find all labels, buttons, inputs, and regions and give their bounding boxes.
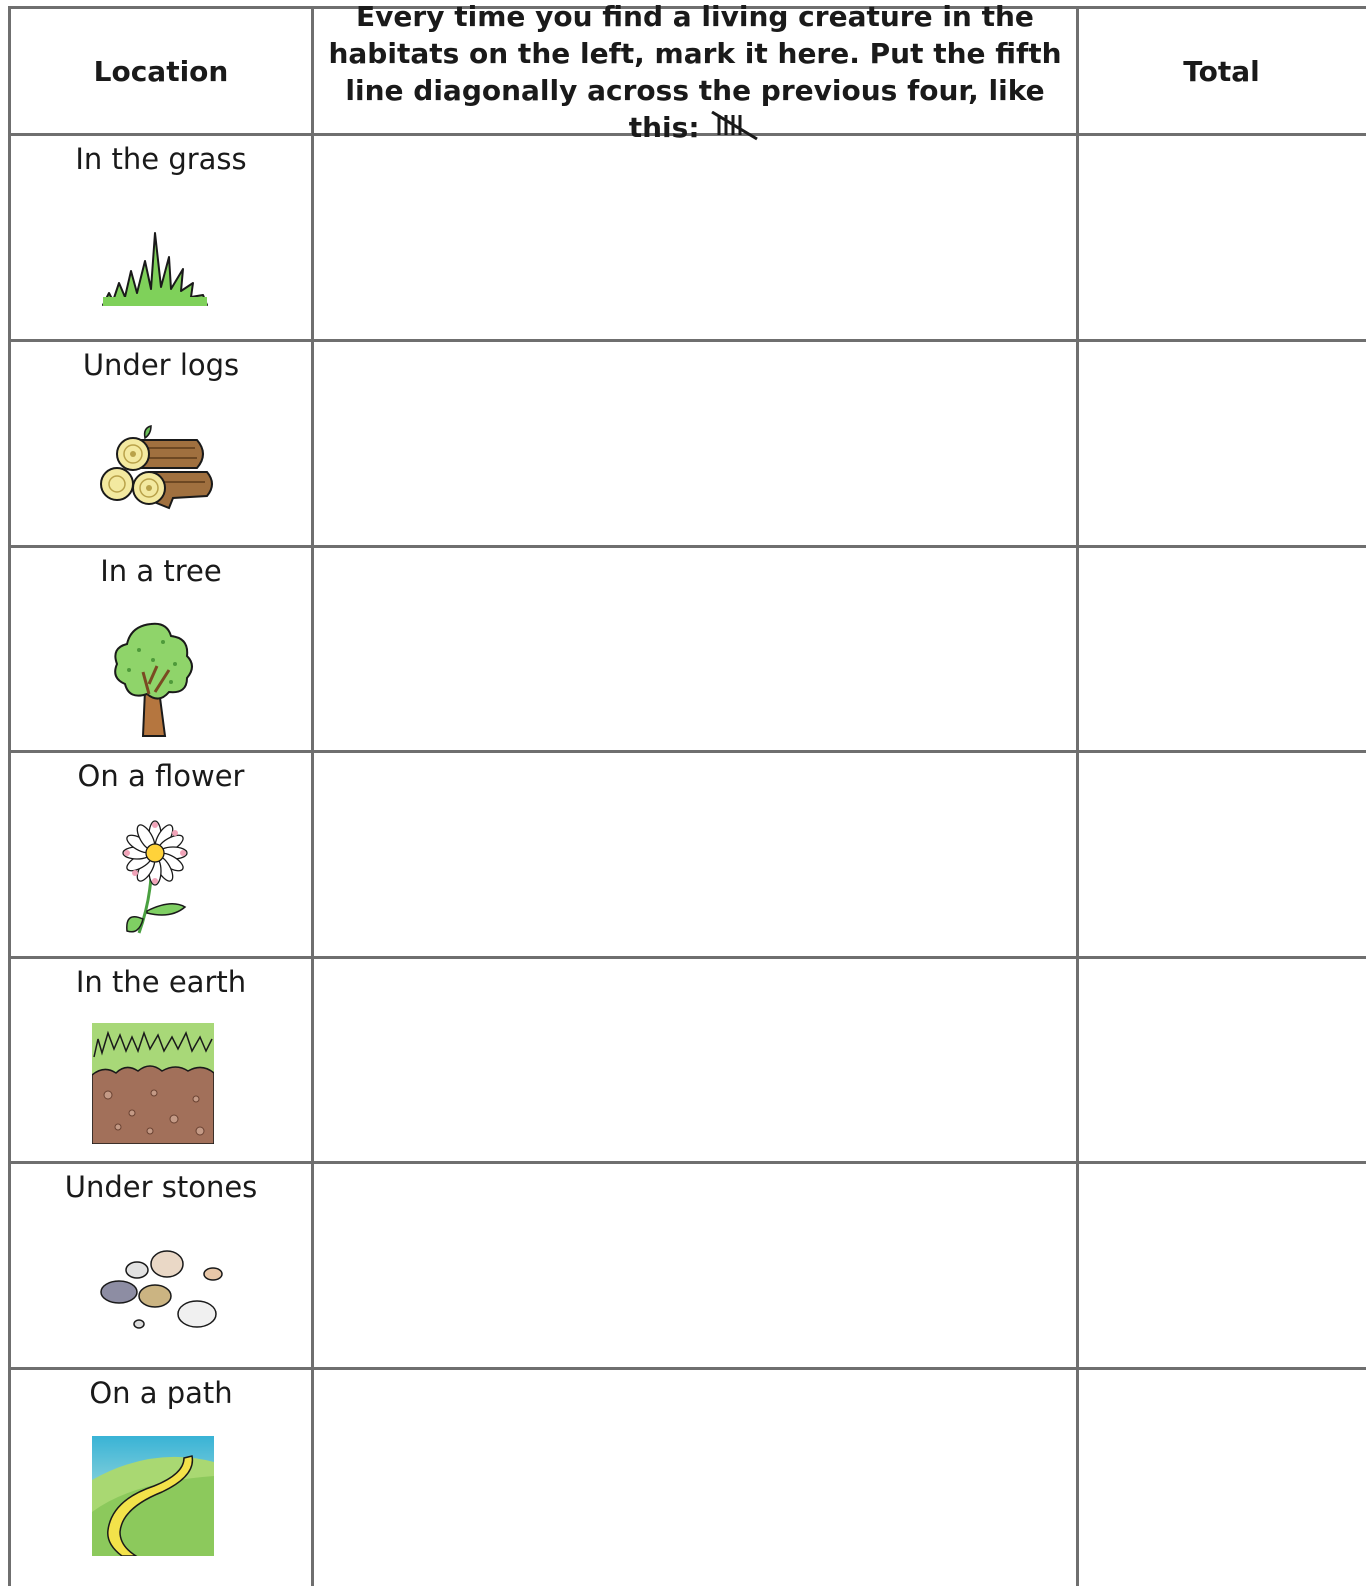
total-cell-grass[interactable] [1079,136,1366,339]
tree-icon [109,620,195,744]
total-cell-flower[interactable] [1079,753,1366,956]
logs-icon [93,424,215,518]
location-cell-stones [11,1164,311,1367]
location-cell-path [11,1370,311,1586]
tally-example-icon [709,111,761,139]
header-total [1079,9,1364,134]
total-cell-earth[interactable] [1079,959,1366,1161]
header-instruction [314,0,1076,144]
flower-icon [105,815,205,943]
total-cell-stones[interactable] [1079,1164,1366,1367]
total-cell-path[interactable] [1079,1370,1366,1586]
tally-cell-path[interactable] [314,1370,1076,1586]
earth-icon [92,1023,214,1148]
total-cell-logs[interactable] [1079,342,1366,545]
location-cell-grass [11,136,311,339]
location-cell-flower [11,753,311,956]
location-label: In the grass [75,142,247,176]
header-instruction-text: Every time you find a living creature in the habitats on the left, mark it here. Put the fifth line diagonally across the previous four, like this: [328,0,1062,144]
tally-cell-grass[interactable] [314,136,1076,339]
tally-cell-earth[interactable] [314,959,1076,1161]
tally-cell-stones[interactable] [314,1164,1076,1367]
location-label: Under stones [64,1170,258,1204]
tally-cell-tree[interactable] [314,548,1076,750]
stones-icon [95,1248,225,1338]
location-label: In a tree [100,554,222,588]
location-label: In the earth [75,965,247,999]
tally-cell-logs[interactable] [314,342,1076,545]
tally-cell-flower[interactable] [314,753,1076,956]
path-icon [92,1436,214,1560]
location-cell-earth [11,959,311,1161]
header-total-text: Total [1183,55,1260,88]
grass-icon [99,231,211,313]
header-location [11,9,311,134]
location-label: Under logs [82,348,240,382]
location-label: On a path [89,1376,233,1410]
location-cell-tree [11,548,311,750]
header-location-text: Location [93,55,229,88]
total-cell-tree[interactable] [1079,548,1366,750]
location-label: On a flower [77,759,245,793]
location-cell-logs [11,342,311,545]
